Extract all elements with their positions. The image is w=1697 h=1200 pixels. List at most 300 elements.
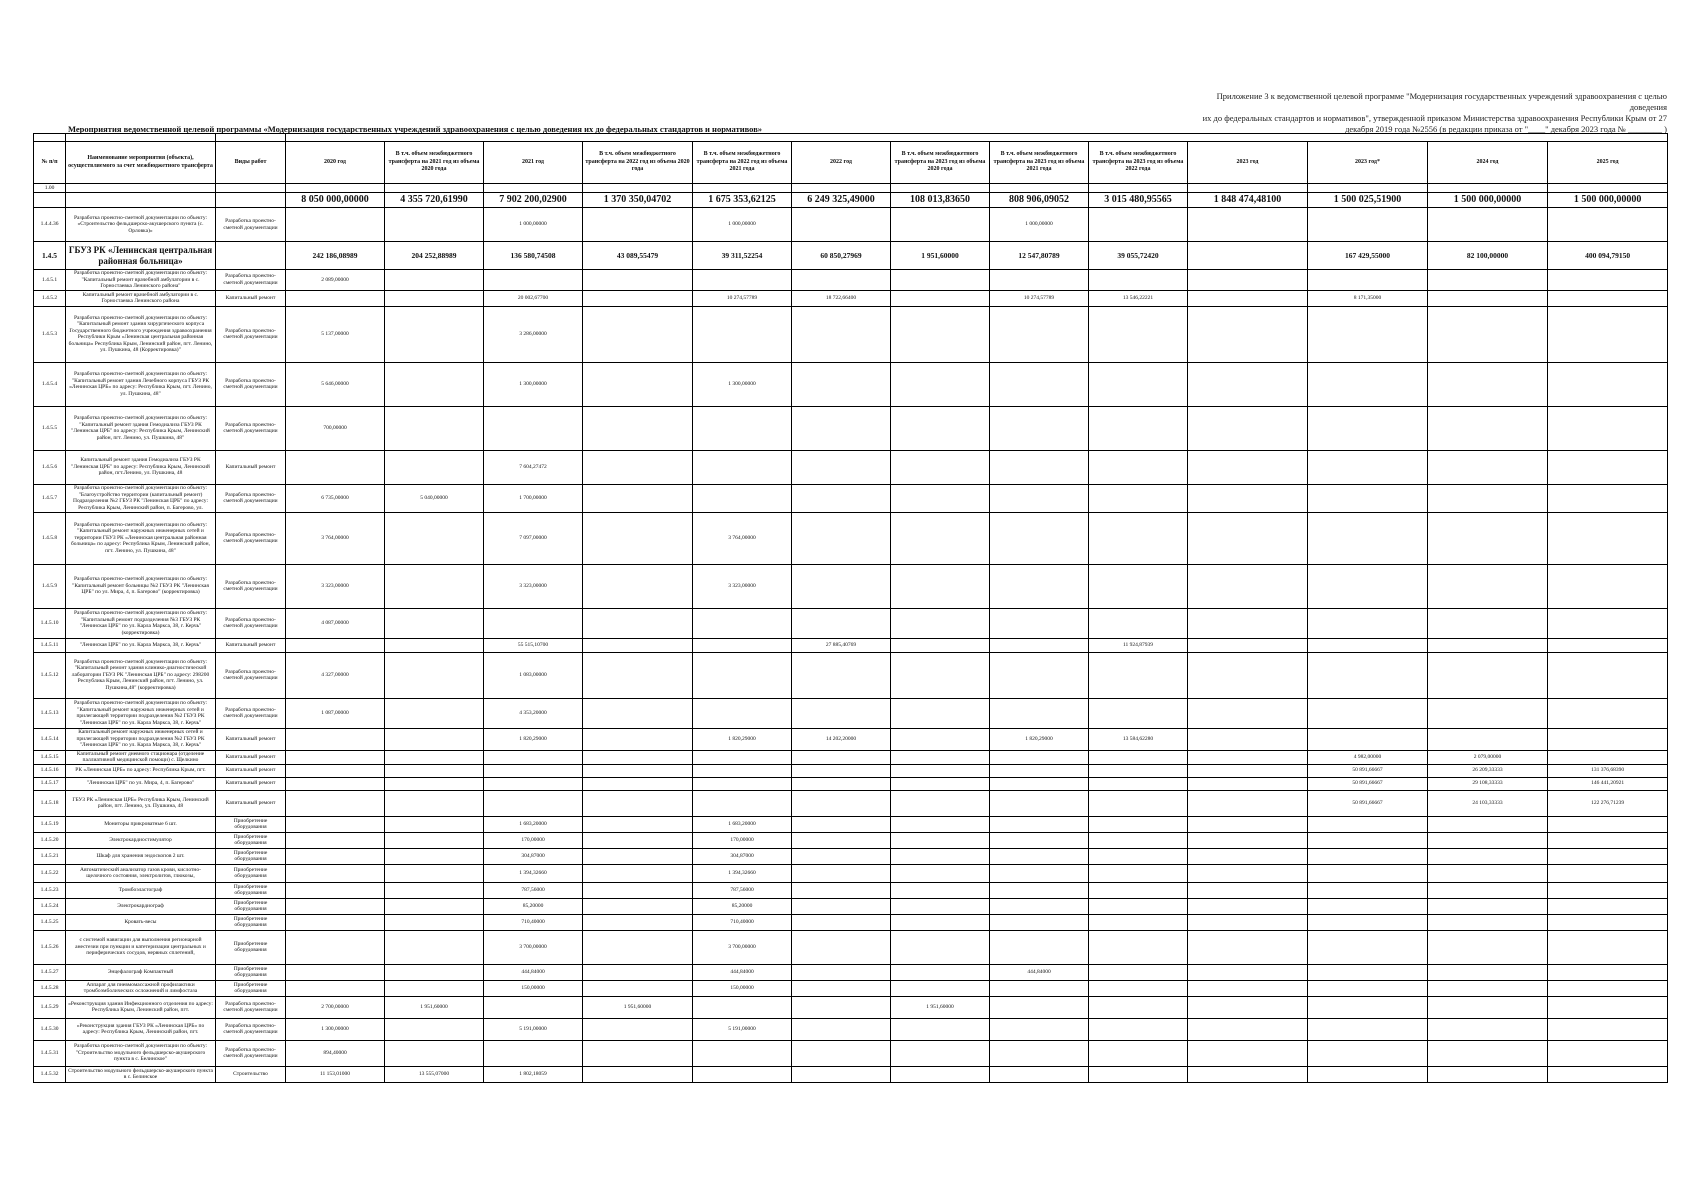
- amount-cell: 5 040,00000: [385, 484, 484, 512]
- amount-cell: [385, 698, 484, 728]
- work-type: Капитальный ремонт: [216, 750, 286, 764]
- amount-cell: [286, 848, 385, 864]
- amount-cell: [1428, 290, 1548, 306]
- amount-cell: 26 209,33333: [1428, 764, 1548, 777]
- table-row: [34, 964, 1668, 980]
- amount-cell: [583, 1018, 693, 1040]
- amount-cell: [891, 484, 990, 512]
- amount-cell: 787,56000: [693, 882, 792, 898]
- work-type: Разработка проектно-сметной документации: [216, 652, 286, 698]
- amount-cell: [693, 698, 792, 728]
- amount-cell: [792, 832, 891, 848]
- amount-cell: [1089, 848, 1188, 864]
- amount-cell: [286, 898, 385, 914]
- amount-cell: [1188, 564, 1308, 608]
- work-type: Разработка проектно-сметной документации: [216, 1018, 286, 1040]
- amount-cell: [792, 484, 891, 512]
- table-row: [34, 930, 1668, 964]
- amount-cell: [1188, 964, 1308, 980]
- amount-cell: [286, 728, 385, 750]
- amount-cell: [891, 512, 990, 564]
- amount-cell: [385, 184, 484, 193]
- amount-cell: [1548, 832, 1668, 848]
- amount-cell: [1428, 608, 1548, 638]
- amount-cell: [1089, 306, 1188, 362]
- amount-cell: 13 555,07000: [385, 1066, 484, 1082]
- amount-cell: 444,84000: [484, 964, 583, 980]
- activity-name: Мониторы прикроватные 6 шт.: [66, 816, 216, 832]
- activity-name: Разработка проектно-сметной документации по объекту: "Капитальный ремонт наружных инженерных сетей и прилегающей территории подразделения №2 ГБУЗ РК "Ленинская ЦРБ" по ул. Карла Маркса, 38, г. Керчь": [66, 698, 216, 728]
- table-row: [34, 362, 1668, 406]
- amount-cell: 170,00000: [484, 832, 583, 848]
- amount-cell: [792, 1066, 891, 1082]
- amount-cell: [1188, 816, 1308, 832]
- amount-cell: [385, 1040, 484, 1066]
- amount-cell: [385, 898, 484, 914]
- amount-cell: [990, 638, 1089, 652]
- amount-cell: [1188, 512, 1308, 564]
- amount-cell: [1188, 764, 1308, 777]
- table-row: [34, 777, 1668, 790]
- amount-cell: [583, 964, 693, 980]
- amount-cell: [891, 964, 990, 980]
- row-number: 1.4.4.36: [34, 208, 66, 242]
- row-number: 1.4.5.5: [34, 406, 66, 450]
- activity-name: Разработка проектно-сметной документации по объекту: "Капитальный ремонт подразделения №3 ГБУЗ РК "Ленинская ЦРБ" по ул. Карла Маркса, 38, г. Керчь" (корректировка): [66, 608, 216, 638]
- amount-cell: [583, 914, 693, 930]
- amount-cell: 700,00000: [286, 406, 385, 450]
- amount-cell: [1308, 306, 1428, 362]
- amount-cell: [1548, 306, 1668, 362]
- amount-cell: 2 089,00000: [286, 270, 385, 291]
- amount-cell: [583, 898, 693, 914]
- amount-cell: 1 000,00000: [990, 208, 1089, 242]
- row-number: 1.4.5.20: [34, 832, 66, 848]
- amount-cell: 1 394,32660: [484, 864, 583, 882]
- amount-cell: 3 764,00000: [286, 512, 385, 564]
- amount-cell: 39 311,52254: [693, 242, 792, 270]
- amount-cell: [286, 914, 385, 930]
- amount-cell: [1089, 750, 1188, 764]
- amount-cell: 1 300,00000: [286, 1018, 385, 1040]
- amount-cell: [1089, 450, 1188, 484]
- amount-cell: [1548, 882, 1668, 898]
- activity-name: [66, 193, 216, 208]
- amount-cell: [990, 1040, 1089, 1066]
- column-header-row: [34, 142, 1668, 184]
- amount-cell: [693, 652, 792, 698]
- row-number: 1.4.5.1: [34, 270, 66, 291]
- table-row: [34, 306, 1668, 362]
- row-number: 1.00: [34, 184, 66, 193]
- table-row: [34, 608, 1668, 638]
- amount-cell: [583, 864, 693, 882]
- amount-cell: [385, 564, 484, 608]
- amount-cell: [891, 898, 990, 914]
- amount-cell: [1548, 1040, 1668, 1066]
- amount-cell: [484, 608, 583, 638]
- work-type: Приобретение оборудования: [216, 898, 286, 914]
- row-number: 1.4.5.9: [34, 564, 66, 608]
- amount-cell: [583, 1040, 693, 1066]
- amount-cell: [1548, 698, 1668, 728]
- header-spacer-row: [34, 134, 1668, 142]
- amount-cell: 1 675 353,62125: [693, 193, 792, 208]
- activity-name: Разработка проектно-сметной документации по объекту: "Капитальный ремонт наружных инженерных сетей и территории ГБУЗ РК «Ленинская центральная районная больница» по адресу: Республика Крым, Ленинский район, пгт. Ленино, ул. Пушкина, 48": [66, 512, 216, 564]
- amount-cell: [990, 450, 1089, 484]
- amount-cell: [792, 406, 891, 450]
- amount-cell: [990, 512, 1089, 564]
- amount-cell: [1188, 914, 1308, 930]
- amount-cell: 3 015 480,95565: [1089, 193, 1188, 208]
- amount-cell: [792, 450, 891, 484]
- amount-cell: [891, 930, 990, 964]
- amount-cell: [891, 728, 990, 750]
- amount-cell: [1428, 484, 1548, 512]
- amount-cell: [1089, 1040, 1188, 1066]
- program-table: [33, 133, 1668, 1083]
- amount-cell: 2 079,00000: [1428, 750, 1548, 764]
- amount-cell: [385, 764, 484, 777]
- work-type: Приобретение оборудования: [216, 816, 286, 832]
- work-type: Капитальный ремонт: [216, 777, 286, 790]
- amount-cell: [286, 882, 385, 898]
- activity-name: ГБУЗ РК «Ленинская ЦРБ» Республика Крым, Ленинский район, пгт. Ленино, ул. Пушкина, 48: [66, 790, 216, 816]
- amount-cell: [1188, 208, 1308, 242]
- amount-cell: [1308, 698, 1428, 728]
- amount-cell: [1428, 1018, 1548, 1040]
- amount-cell: [693, 270, 792, 291]
- amount-cell: [1428, 208, 1548, 242]
- amount-cell: [891, 864, 990, 882]
- amount-cell: [583, 608, 693, 638]
- amount-cell: [1308, 898, 1428, 914]
- amount-cell: [286, 777, 385, 790]
- amount-cell: [583, 777, 693, 790]
- amount-cell: [1428, 980, 1548, 996]
- amount-cell: [484, 270, 583, 291]
- amount-cell: [990, 777, 1089, 790]
- amount-cell: 8 171,35000: [1308, 290, 1428, 306]
- amount-cell: [1089, 698, 1188, 728]
- amount-cell: [693, 306, 792, 362]
- amount-cell: [1548, 914, 1668, 930]
- amount-cell: 710,40000: [693, 914, 792, 930]
- amount-cell: 146 441,20921: [1548, 777, 1668, 790]
- activity-name: Разработка проектно-сметной документации по объекту: "Строительство модульного фельдшерско-акушерского пункта в с. Белинское": [66, 1040, 216, 1066]
- amount-cell: [583, 652, 693, 698]
- table-row: [34, 980, 1668, 996]
- table-row: [34, 698, 1668, 728]
- appendix-line: Приложение 3 к ведомственной целевой программе "Модернизация государственных учреждений здравоохранения с целью доведения: [1216, 91, 1667, 112]
- amount-cell: [1089, 980, 1188, 996]
- column-header: 2023 год*: [1308, 142, 1428, 184]
- amount-cell: 1 802,18059: [484, 1066, 583, 1082]
- amount-cell: [1548, 1018, 1668, 1040]
- activity-name: Капитальный ремонт дневного стационара (отделение паллиативной медицинской помощи) с. Щелкино: [66, 750, 216, 764]
- column-header: 2020 год: [286, 142, 385, 184]
- amount-cell: [1428, 564, 1548, 608]
- amount-cell: [1308, 208, 1428, 242]
- amount-cell: [385, 930, 484, 964]
- amount-cell: [1308, 270, 1428, 291]
- work-type: Приобретение оборудования: [216, 882, 286, 898]
- amount-cell: [583, 698, 693, 728]
- work-type: Разработка проектно-сметной документации: [216, 698, 286, 728]
- column-header: 2022 год: [792, 142, 891, 184]
- amount-cell: 13 584,62280: [1089, 728, 1188, 750]
- amount-cell: 150,00000: [693, 980, 792, 996]
- activity-name: Шкаф для хранения эндоскопов 2 шт.: [66, 848, 216, 864]
- amount-cell: 5 191,00000: [693, 1018, 792, 1040]
- amount-cell: [583, 184, 693, 193]
- amount-cell: 1 683,20000: [484, 816, 583, 832]
- amount-cell: [484, 790, 583, 816]
- amount-cell: [583, 306, 693, 362]
- amount-cell: [385, 882, 484, 898]
- amount-cell: [792, 790, 891, 816]
- amount-cell: 50 891,66667: [1308, 777, 1428, 790]
- amount-cell: 204 252,88989: [385, 242, 484, 270]
- amount-cell: [990, 1018, 1089, 1040]
- table-row: [34, 512, 1668, 564]
- amount-cell: [990, 980, 1089, 996]
- amount-cell: [1308, 564, 1428, 608]
- amount-cell: 3 700,00000: [693, 930, 792, 964]
- section-row: [34, 242, 1668, 270]
- amount-cell: [990, 608, 1089, 638]
- amount-cell: [792, 564, 891, 608]
- row-number: 1.4.5.27: [34, 964, 66, 980]
- amount-cell: [1188, 980, 1308, 996]
- amount-cell: [990, 1066, 1089, 1082]
- row-number: 1.4.5.23: [34, 882, 66, 898]
- amount-cell: [286, 832, 385, 848]
- amount-cell: 710,40000: [484, 914, 583, 930]
- row-number: 1.4.5.3: [34, 306, 66, 362]
- amount-cell: 20 002,67700: [484, 290, 583, 306]
- amount-cell: [286, 930, 385, 964]
- row-number: 1.4.5.17: [34, 777, 66, 790]
- amount-cell: [385, 652, 484, 698]
- activity-name: Разработка проектно-сметной документации по объекту: "Капитальный ремонт больницы №2 ГБУЗ РК "Ленинская ЦРБ" по ул. Мира, 4, п. Багерово" (корректировка): [66, 564, 216, 608]
- work-type: Разработка проектно-сметной документации: [216, 362, 286, 406]
- amount-cell: [1089, 608, 1188, 638]
- amount-cell: [1308, 652, 1428, 698]
- amount-cell: [792, 980, 891, 996]
- work-type: Разработка проектно-сметной документации: [216, 564, 286, 608]
- work-type: Капитальный ремонт: [216, 790, 286, 816]
- amount-cell: 6 735,00000: [286, 484, 385, 512]
- work-type: Разработка проектно-сметной документации: [216, 512, 286, 564]
- work-type: Приобретение оборудования: [216, 964, 286, 980]
- amount-cell: [1188, 750, 1308, 764]
- amount-cell: [891, 608, 990, 638]
- amount-cell: [583, 512, 693, 564]
- work-type: Разработка проектно-сметной документации: [216, 1040, 286, 1066]
- amount-cell: 3 323,00000: [286, 564, 385, 608]
- amount-cell: 13 546,22221: [1089, 290, 1188, 306]
- amount-cell: [385, 512, 484, 564]
- amount-cell: [891, 1040, 990, 1066]
- amount-cell: 1 000,00000: [693, 208, 792, 242]
- amount-cell: [583, 450, 693, 484]
- amount-cell: [1548, 898, 1668, 914]
- amount-cell: 3 764,00000: [693, 512, 792, 564]
- amount-cell: [1188, 930, 1308, 964]
- amount-cell: [792, 1018, 891, 1040]
- table-row: [34, 996, 1668, 1018]
- amount-cell: 50 891,66667: [1308, 790, 1428, 816]
- amount-cell: [583, 980, 693, 996]
- amount-cell: [1089, 816, 1188, 832]
- amount-cell: [385, 290, 484, 306]
- table-row: [34, 914, 1668, 930]
- amount-cell: [1428, 996, 1548, 1018]
- amount-cell: 85,20000: [693, 898, 792, 914]
- column-header: В т.ч. объем межбюджетного трансферта на 2022 год из объема 2021 года: [693, 142, 792, 184]
- amount-cell: [1428, 848, 1548, 864]
- amount-cell: [1428, 914, 1548, 930]
- amount-cell: [1089, 564, 1188, 608]
- amount-cell: 1 083,00000: [484, 652, 583, 698]
- amount-cell: 167 429,55000: [1308, 242, 1428, 270]
- amount-cell: 60 850,27969: [792, 242, 891, 270]
- amount-cell: [1428, 832, 1548, 848]
- amount-cell: 3 700,00000: [484, 930, 583, 964]
- amount-cell: [484, 764, 583, 777]
- amount-cell: [385, 1018, 484, 1040]
- amount-cell: [990, 816, 1089, 832]
- amount-cell: [1428, 816, 1548, 832]
- row-number: 1.4.5.6: [34, 450, 66, 484]
- document-title: Мероприятия ведомственной целевой программы «Модернизация государственных учреждений здравоохранения с целью доведения их до федеральных стандартов и нормативов»: [68, 124, 763, 134]
- amount-cell: [1308, 832, 1428, 848]
- amount-cell: [286, 764, 385, 777]
- activity-name: [66, 184, 216, 193]
- activity-name: «Реконструкция здания ГБУЗ РК «Ленинская ЦРБ» по адресу: Республика Крым, Ленинский район, пгт.: [66, 1018, 216, 1040]
- amount-cell: [990, 864, 1089, 882]
- amount-cell: [385, 728, 484, 750]
- amount-cell: 55 515,10700: [484, 638, 583, 652]
- activity-name: Разработка проектно-сметной документации по объекту: "Капитальный ремонт здания хирургического корпуса Государственного бюджетного учреждения здравоохранения Республики Крым «Ленинская центральная районная больница» Республика Крым, Ленинский район, пгт. Ленино, ул. Пушкина, 48 (Корректировка)": [66, 306, 216, 362]
- amount-cell: [286, 184, 385, 193]
- amount-cell: 14 202,20000: [792, 728, 891, 750]
- amount-cell: [1548, 1066, 1668, 1082]
- row-number: 1.4.5.13: [34, 698, 66, 728]
- amount-cell: [1428, 930, 1548, 964]
- amount-cell: [1188, 832, 1308, 848]
- amount-cell: 1 848 474,48100: [1188, 193, 1308, 208]
- amount-cell: [583, 564, 693, 608]
- row-number: 1.4.5.2: [34, 290, 66, 306]
- amount-cell: [990, 882, 1089, 898]
- amount-cell: 7 604,27472: [484, 450, 583, 484]
- amount-cell: 787,56000: [484, 882, 583, 898]
- row-number: 1.4.5.14: [34, 728, 66, 750]
- amount-cell: [891, 764, 990, 777]
- amount-cell: [1548, 964, 1668, 980]
- amount-cell: [792, 914, 891, 930]
- amount-cell: [385, 362, 484, 406]
- activity-name: Тромбоэластограф: [66, 882, 216, 898]
- amount-cell: [990, 564, 1089, 608]
- amount-cell: [385, 832, 484, 848]
- amount-cell: 242 186,08989: [286, 242, 385, 270]
- amount-cell: [286, 980, 385, 996]
- amount-cell: 4 982,00000: [1308, 750, 1428, 764]
- amount-cell: [1548, 996, 1668, 1018]
- amount-cell: [1089, 362, 1188, 406]
- amount-cell: [1188, 728, 1308, 750]
- amount-cell: [583, 1066, 693, 1082]
- amount-cell: [385, 816, 484, 832]
- amount-cell: [1188, 652, 1308, 698]
- amount-cell: 7 097,00000: [484, 512, 583, 564]
- amount-cell: [583, 930, 693, 964]
- amount-cell: 1 000,00000: [484, 208, 583, 242]
- table-row: [34, 638, 1668, 652]
- amount-cell: 1 820,29000: [484, 728, 583, 750]
- amount-cell: [1428, 270, 1548, 291]
- row-number: 1.4.5.24: [34, 898, 66, 914]
- amount-cell: 304,87000: [693, 848, 792, 864]
- work-type: Разработка проектно-сметной документации: [216, 406, 286, 450]
- amount-cell: [1548, 208, 1668, 242]
- amount-cell: 136 580,74508: [484, 242, 583, 270]
- amount-cell: [792, 864, 891, 882]
- amount-cell: 10 274,57789: [693, 290, 792, 306]
- amount-cell: [792, 930, 891, 964]
- activity-name: Автоматический анализатор газов крови, кислотно-щелочного состояния, электролитов, глюкозы,: [66, 864, 216, 882]
- amount-cell: [693, 1040, 792, 1066]
- activity-name: Строительство модульного фельдшерско-акушерского пункта в с. Белинское: [66, 1066, 216, 1082]
- activity-name: Разработка проектно-сметной документации по объекту: "Капитальный ремонт здания Лечебного корпуса ГБУЗ РК «Ленинская ЦРБ» по адресу: Республика Крым, пгт. Ленино, ул. Пушкина, 48": [66, 362, 216, 406]
- row-number: 1.4.5.16: [34, 764, 66, 777]
- amount-cell: [1548, 816, 1668, 832]
- amount-cell: [385, 964, 484, 980]
- amount-cell: [1428, 306, 1548, 362]
- amount-cell: 1 820,29000: [990, 728, 1089, 750]
- work-type: Строительство: [216, 1066, 286, 1082]
- amount-cell: 24 103,33333: [1428, 790, 1548, 816]
- amount-cell: 4 355 720,61990: [385, 193, 484, 208]
- amount-cell: [693, 764, 792, 777]
- amount-cell: [385, 750, 484, 764]
- table-row: [34, 564, 1668, 608]
- amount-cell: [792, 608, 891, 638]
- amount-cell: [1089, 652, 1188, 698]
- amount-cell: [1089, 777, 1188, 790]
- amount-cell: [385, 306, 484, 362]
- work-type: Приобретение оборудования: [216, 832, 286, 848]
- amount-cell: 131 376,68390: [1548, 764, 1668, 777]
- activity-name: Электрокардиограф: [66, 898, 216, 914]
- amount-cell: [1089, 512, 1188, 564]
- amount-cell: 1 683,20000: [693, 816, 792, 832]
- work-type: Разработка проектно-сметной документации: [216, 608, 286, 638]
- amount-cell: [792, 964, 891, 980]
- amount-cell: [1548, 290, 1668, 306]
- amount-cell: [1089, 996, 1188, 1018]
- table-row: [34, 1018, 1668, 1040]
- amount-cell: [1188, 1018, 1308, 1040]
- amount-cell: [1188, 290, 1308, 306]
- amount-cell: [990, 914, 1089, 930]
- amount-cell: [286, 790, 385, 816]
- activity-name: Капитальный ремонт врачебной амбулатории в с. Горностаевка Ленинского района: [66, 290, 216, 306]
- row-number: 1.4.5.30: [34, 1018, 66, 1040]
